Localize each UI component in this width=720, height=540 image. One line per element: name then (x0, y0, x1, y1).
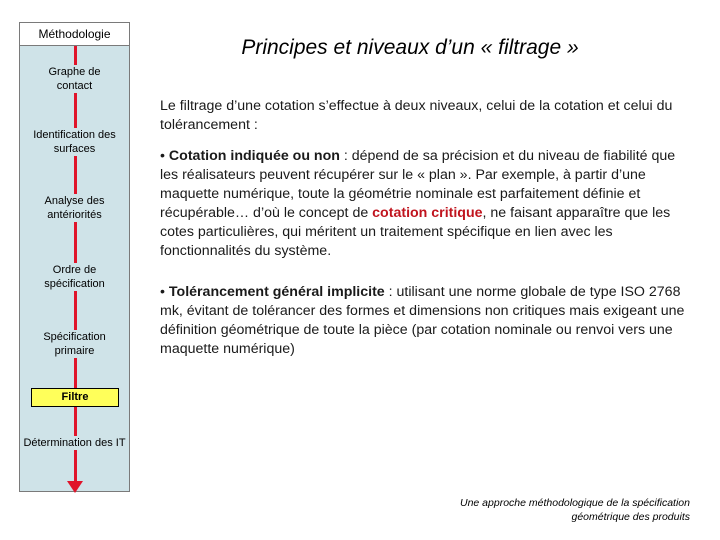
bullet-marker: • (160, 284, 169, 300)
bullet-tolerancement-text: : utilisant une norme globale de type ISO 2768 mk, évitant de tolérancer des formes et dimensions non critiques mais exigeant une définition géométrique de toute la pièce (par cotation nominale ou renvoi vers une maquette numérique) (160, 284, 685, 357)
step-analyse-anteriorites: Analyse des antériorités (34, 194, 115, 222)
footer-caption: Une approche méthodologique de la spécification géométrique des produits (460, 497, 690, 523)
step-filtre-current: Filtre (31, 388, 119, 407)
flow-arrow-down-icon (67, 481, 83, 493)
bullet-cotation-text-end: , ne faisant apparaître que les cotes particulières, qui méritent un traitement spécifique en lien avec les fonctionnalités du système. (160, 205, 671, 259)
intro-paragraph: Le filtrage d’une cotation s’effectue à deux niveaux, celui de la cotation et celui du tolérancement : (160, 98, 673, 133)
step-determination-it: Détermination des IT (23, 437, 126, 449)
bullet-tolerancement-title: Tolérancement général implicite (168, 284, 385, 300)
step-identification-surfaces: Identification des surfaces (22, 128, 127, 156)
step-ordre-specification: Ordre de spécification (34, 263, 115, 291)
step-specification-primaire: Spécification primaire (34, 330, 115, 358)
slide-body (160, 97, 690, 371)
step-graphe-de-contact: Graphe de contact (34, 65, 115, 93)
bullet-cotation-title: Cotation indiquée ou non (168, 148, 340, 164)
bullet-marker: • (160, 148, 169, 164)
bullet-cotation-text: : dépend de sa précision et du niveau de fiabilité que les réalisateurs peuvent récupérer sur le « plan ». Par exemple, à partir d’une maquette numérique, toute la géométrie nominale est parfaitement définie et récupérable… d’où le concept de (160, 148, 676, 221)
cotation-critique-highlight: cotation critique (372, 205, 483, 221)
bullet-tolerancement (160, 283, 690, 359)
sidebar-header: Méthodologie (19, 22, 130, 46)
slide-title: Principes et niveaux d’un « filtrage » (241, 36, 579, 59)
bullet-cotation (160, 147, 690, 261)
